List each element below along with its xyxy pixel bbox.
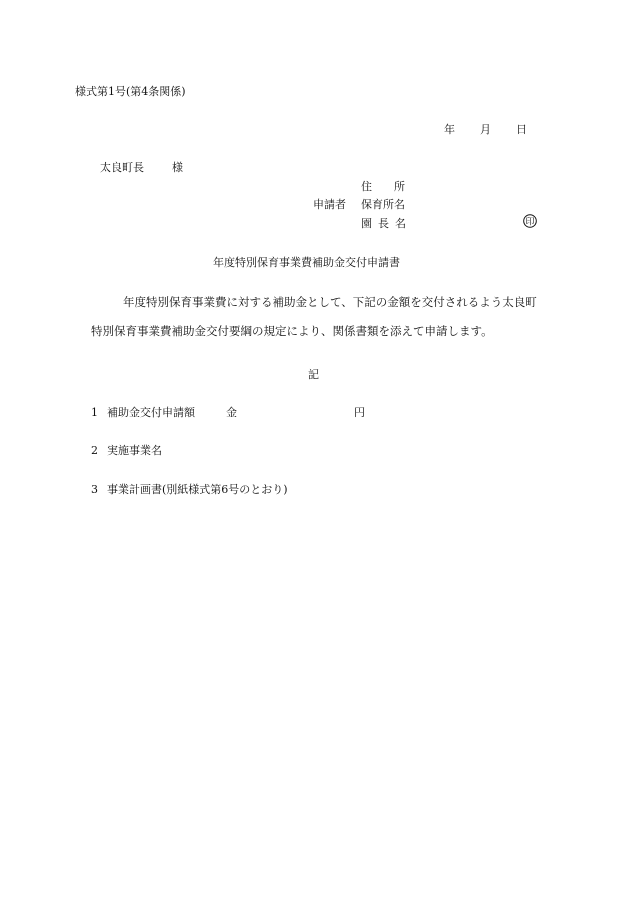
director-label-char-3: 名 <box>395 217 406 230</box>
item-3-number: 3 <box>91 483 98 496</box>
director-name-label <box>361 218 406 229</box>
item-2-text: 実施事業名 <box>107 444 162 457</box>
addressee-name: 太良町長 <box>100 161 144 174</box>
applicant-label: 申請者 <box>313 198 346 211</box>
address-label-char-1: 住 <box>361 180 372 193</box>
form-number: 様式第1号(第4条関係) <box>75 85 186 98</box>
date-day-label: 日 <box>516 123 527 136</box>
body-text-line-1: 年度特別保育事業費に対する補助金として、下記の金額を交付されるよう太良町 <box>123 295 537 309</box>
date-month-label: 月 <box>480 123 491 136</box>
item-1-amount-prefix: 金 <box>226 406 237 419</box>
item-2-number: 2 <box>91 444 98 457</box>
address-label-char-2: 所 <box>394 180 405 193</box>
ki-heading: 記 <box>308 368 319 381</box>
item-1-number: 1 <box>91 406 98 419</box>
date-year-label: 年 <box>444 123 455 136</box>
body-text-line-2: 特別保育事業費補助金交付要綱の規定により、関係書類を添えて申請します。 <box>91 324 493 338</box>
nursery-name-label: 保育所名 <box>361 198 405 211</box>
item-3-text: 事業計画書(別紙様式第6号のとおり) <box>107 483 288 496</box>
item-1-text: 補助金交付申請額 <box>107 406 195 419</box>
director-label-char-1: 園 <box>361 217 372 230</box>
document-title: 年度特別保育事業費補助金交付申請書 <box>213 256 400 269</box>
director-label-char-2: 長 <box>378 217 389 230</box>
address-label <box>361 181 405 192</box>
addressee-honorific: 様 <box>172 161 183 174</box>
seal-text: 印 <box>525 217 535 228</box>
seal-icon <box>523 214 537 228</box>
item-1-amount-suffix: 円 <box>354 406 365 419</box>
